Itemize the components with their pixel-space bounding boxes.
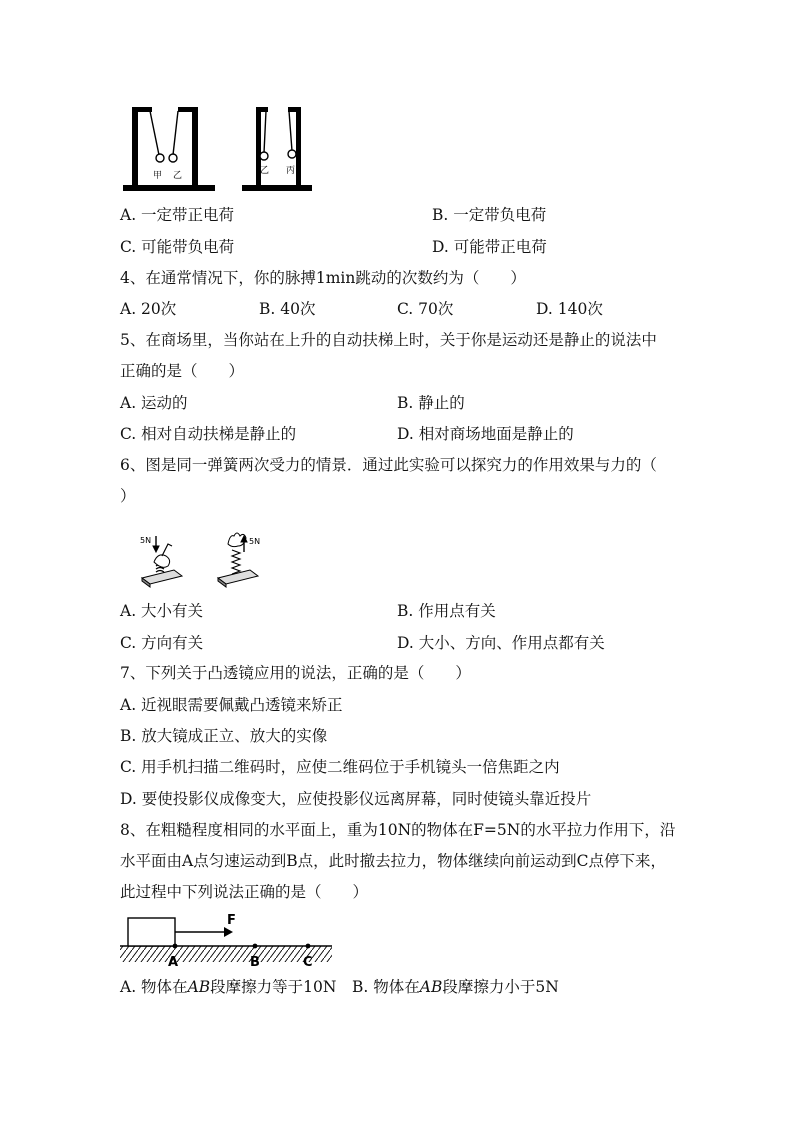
point-b-dot <box>253 944 258 949</box>
force-arrowhead <box>224 927 233 937</box>
q7-option-c: C. 用手机扫描二维码时，应使二维码位于手机镜头一倍焦距之内 <box>120 758 560 776</box>
q4-option-c: C. 70次 <box>397 300 454 318</box>
q5-stem-line1: 5、在商场里，当你站在上升的自动扶梯上时，关于你是运动还是静止的说法中 <box>120 331 657 349</box>
q8-option-b-post: 段摩擦力小于5N <box>442 978 559 996</box>
ground-hatch <box>120 946 332 962</box>
q3-option-d: D. 可能带正电荷 <box>432 238 547 256</box>
q4-option-b: B. 40次 <box>259 300 316 318</box>
point-c-label: C <box>303 955 313 970</box>
force-label: F <box>227 913 236 928</box>
q5-stem-line2: 正确的是（ ） <box>120 362 245 380</box>
q5-option-d: D. 相对商场地面是静止的 <box>397 425 574 443</box>
pendulum-frame-left <box>123 107 215 191</box>
q3-option-b: B. 一定带负电荷 <box>432 206 547 224</box>
q6-option-d: D. 大小、方向、作用点都有关 <box>397 634 605 652</box>
q8-option-a-post: 段摩擦力等于10N <box>210 978 337 996</box>
q7-option-a: A. 近视眼需要佩戴凸透镜来矫正 <box>120 696 343 714</box>
pendulum-frame-right <box>242 107 312 191</box>
q6-option-b: B. 作用点有关 <box>397 602 496 620</box>
q6-stem-line2: ） <box>120 487 136 505</box>
point-a-dot <box>173 944 178 949</box>
q8-stem-line1: 8、在粗糙程度相同的水平面上，重为10N的物体在F=5N的水平拉力作用下，沿 <box>120 821 676 839</box>
q7-option-d: D. 要使投影仪成像变大，应使投影仪远离屏幕，同时使镜头靠近投片 <box>120 790 592 808</box>
q4-option-a: A. 20次 <box>120 300 177 318</box>
spring-label-pull: 5N <box>249 537 261 546</box>
point-b-label: B <box>250 955 260 970</box>
q8-stem-line3: 此过程中下列说法正确的是（ ） <box>120 883 369 901</box>
q4-option-d: D. 140次 <box>536 300 603 318</box>
q5-option-b: B. 静止的 <box>397 394 465 412</box>
friction-figure <box>120 910 340 970</box>
pendulum-label-yi-left: 乙 <box>173 171 183 181</box>
q7-stem: 7、下列关于凸透镜应用的说法，正确的是（ ） <box>120 664 471 682</box>
pendulum-figure <box>120 105 320 195</box>
q3-option-a: A. 一定带正电荷 <box>120 206 235 224</box>
block <box>128 918 175 946</box>
q5-option-a: A. 运动的 <box>120 394 188 412</box>
q8-option-a <box>120 977 336 997</box>
q4-stem: 4、在通常情况下，你的脉搏1min跳动的次数约为（ ） <box>120 269 526 287</box>
point-a-label: A <box>168 955 179 970</box>
pendulum-label-bing: 丙 <box>286 166 296 176</box>
q6-option-c: C. 方向有关 <box>120 634 204 652</box>
spring-figure <box>138 530 268 590</box>
q6-option-a: A. 大小有关 <box>120 602 204 620</box>
q8-option-a-ab: AB <box>187 978 211 996</box>
q7-option-b: B. 放大镜成正立、放大的实像 <box>120 727 328 745</box>
q8-option-b-ab: AB <box>419 978 443 996</box>
q8-option-b <box>352 977 559 997</box>
q5-option-c: C. 相对自动扶梯是静止的 <box>120 425 297 443</box>
q3-option-c: C. 可能带负电荷 <box>120 238 235 256</box>
q8-option-a-pre: A. 物体在 <box>120 978 188 996</box>
point-c-dot <box>306 944 311 949</box>
q8-stem-line2: 水平面由A点匀速运动到B点，此时撤去拉力，物体继续向前运动到C点停下来， <box>120 852 666 870</box>
pendulum-label-jia: 甲 <box>153 171 163 181</box>
spring-label-press: 5N <box>140 536 152 545</box>
q6-stem-line1: 6、图是同一弹簧两次受力的情景．通过此实验可以探究力的作用效果与力的（ <box>120 456 657 474</box>
pendulum-label-yi-right: 乙 <box>260 166 270 176</box>
q8-option-b-pre: B. 物体在 <box>352 978 420 996</box>
